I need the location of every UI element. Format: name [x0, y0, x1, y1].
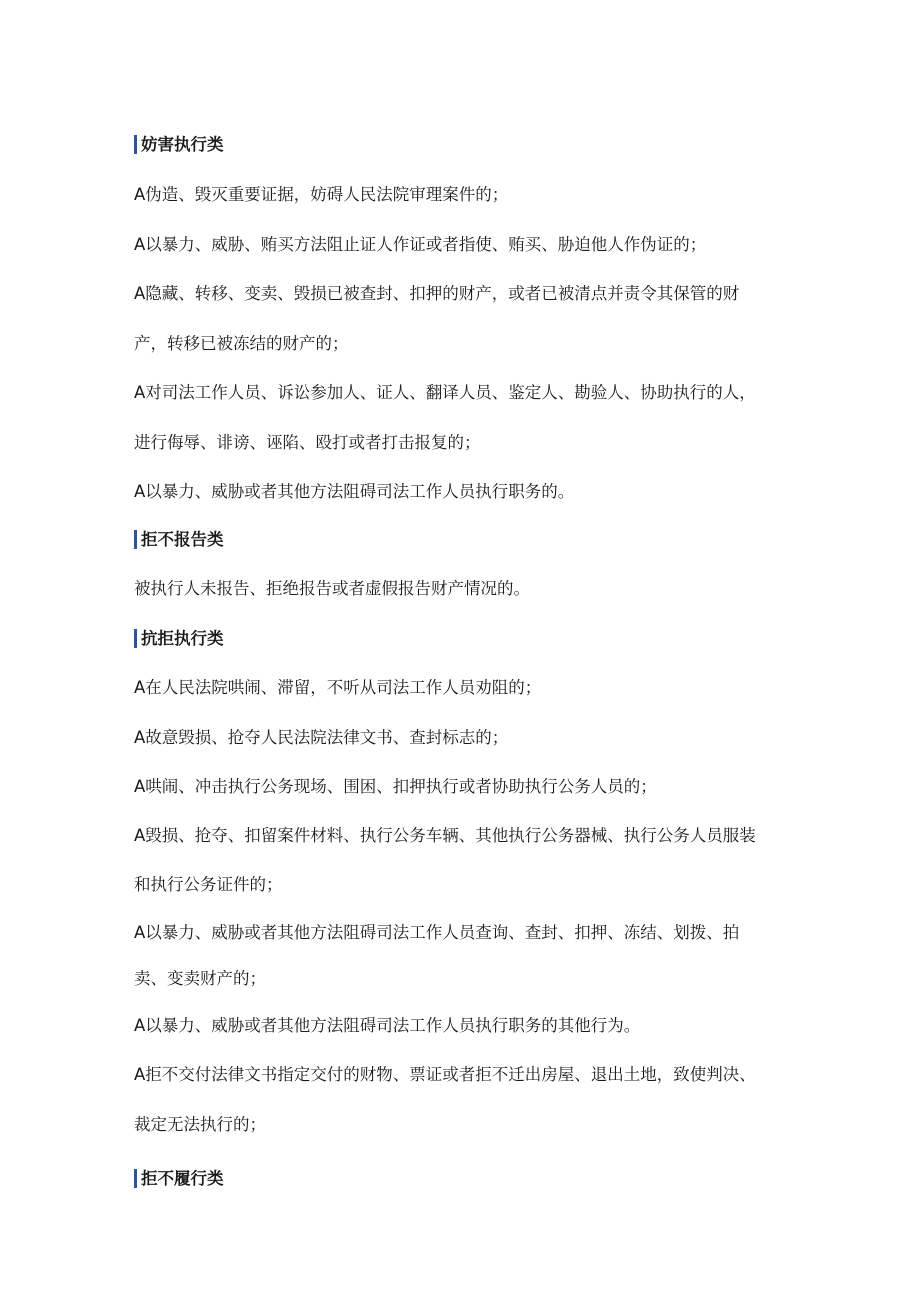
paragraph-line: 被执行人未报告、拒绝报告或者虚假报告财产情况的。	[134, 579, 530, 598]
paragraph-line: A以暴力、威胁或者其他方法阻碍司法工作人员查询、查封、扣押、冻结、划拨、拍	[134, 923, 740, 942]
paragraph-line: A在人民法院哄闹、滞留，不听从司法工作人员劝阻的；	[134, 678, 542, 697]
section-heading-refuse-perform: 拒不履行类	[134, 1168, 224, 1190]
paragraph-line: A故意毁损、抢夺人民法院法律文书、查封标志的；	[134, 728, 509, 747]
paragraph-line: A以暴力、威胁或者其他方法阻碍司法工作人员执行职务的其他行为。	[134, 1016, 641, 1035]
paragraph-line: A毁损、抢夺、扣留案件材料、执行公务车辆、其他执行公务器械、执行公务人员服装	[134, 826, 756, 845]
paragraph-line: A哄闹、冲击执行公务现场、围困、扣押执行或者协助执行公务人员的；	[134, 777, 657, 796]
paragraph-line: A对司法工作人员、诉讼参加人、证人、翻译人员、鉴定人、勘验人、协助执行的人，	[134, 383, 756, 402]
paragraph-line: 裁定无法执行的；	[134, 1115, 266, 1134]
section-heading-obstruct-execution: 妨害执行类	[134, 134, 224, 156]
paragraph-line: 和执行公务证件的；	[134, 875, 283, 894]
paragraph-line: A以暴力、威胁、贿买方法阻止证人作证或者指使、贿买、胁迫他人作伪证的；	[134, 235, 707, 254]
paragraph-line: A伪造、毁灭重要证据，妨碍人民法院审理案件的；	[134, 185, 509, 204]
paragraph-line: A隐藏、转移、变卖、毁损已被查封、扣押的财产，或者已被清点并责令其保管的财	[134, 284, 740, 303]
paragraph-line: 卖、变卖财产的；	[134, 969, 266, 988]
section-heading-refuse-report: 拒不报告类	[134, 529, 224, 551]
paragraph-line: 进行侮辱、诽谤、诬陷、殴打或者打击报复的；	[134, 433, 481, 452]
paragraph-line: A以暴力、威胁或者其他方法阻碍司法工作人员执行职务的。	[134, 482, 575, 501]
section-heading-resist-execution: 抗拒执行类	[134, 628, 224, 650]
paragraph-line: A拒不交付法律文书指定交付的财物、票证或者拒不迁出房屋、退出土地，致使判决、	[134, 1065, 756, 1084]
paragraph-line: 产，转移已被冻结的财产的；	[134, 334, 349, 353]
